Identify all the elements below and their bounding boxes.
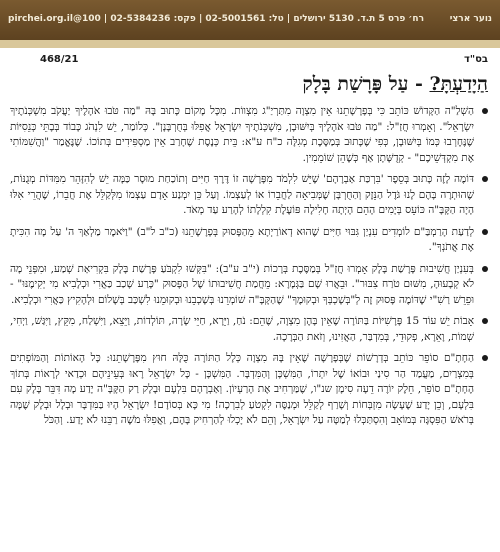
issue-number: 468/21 bbox=[40, 54, 79, 65]
title-question: הַיָדַעְתָּ? bbox=[429, 73, 488, 95]
section-text: הַחָתָ"ם סוֹפֵר כּוֹתֵב בְּדְרָשׁוֹת שֶׁבְּפָרָשָׁה שֶׁאֵין בָּהּ מִצְוָה כְּלָל הַתּוֹרָה כֻּלָּהּ חוּץ מִפָּרָשָׁתֵנוּ: כָּל הָאוֹתוֹת וְהַמּוֹפְתִים בְּמִצְרַיִם, מַעֲמַד הַר סִינַי וּבוֹאוֹ שֶׁל יִתְרוֹ, הַמִּשְׁכָּן וְהַמִּדְבָּר. הַמִּשְׁכָּן - כָּל יִשְׂרָאֵל רָאוּ בְּעֵינֵיהֶם וּכְדַאי לְרָאוֹת בְּתוֹךְ הֶחָתָ"ם סוֹפֵר, חֵלֶק יוֹרֶה דֵעָה סִימָן שנ"ו, שֶׁמַּרְחִיב אֶת הָרַעְיוֹן. וְאַבְרָהָם בִּלְעָם וּבָלָק רַק הַקָּבָּ"ה יָדַע מָה דִּבֵּר בָּלָק עִם בִּלְעָם, וְכֵן יָדַע שֶׁעָשָׂה מִזְבְּחוֹת וְשָׁרַף לְקַלֵּל וּמְנַסֶּה לִקְטֹעַ לְבִרְכָה! מִי כָּא בְּסוֹדָם! יִשְׂרָאֵל הָיוּ בַּמִּדְבָּר וּבְלָל וּבְלָק שֶׁמָּה בְּרֹאשׁ הַפִּסְגָּה בְּמוֹאָב וְהִסְתַּכְּלוּ לְמַטָּה עַל יִשְׂרָאֵל, וְהֵם לֹא יָכְלוּ לְהַרְחִיק בָּהֶם, וַאֲפִלּוּ מֹשֶׁה רַבֵּנוּ לֹא יָדַע. וְהַכֹּל bbox=[10, 352, 474, 426]
section-text: דּוֹמֶה לָזֶה כָּתוּב בְּסֵפֶר 'בִּרְכַּת אַבְרָהָם' שֶׁיֵּשׁ לִלְמֹד מִפָּרָשָׁה זוֹ דֶּרֶךְ חַיִּים וְתוֹכַחַת מוּסָר כַּמָּה יֵשׁ לְהִזָּהֵר מִמִּדּוֹת מְגֻנּוֹת, שֶׁהוּתְרָה בָּהֶם לָנוּ גֹּדֶל הַנֵּזֶק וְהַחֻרְבָּן שֶׁמְּבִיאָה לַחֲבֵרוֹ אוֹ לְעַצְמוֹ. וְעַל כֵּן יִמְנַע אָדָם עַצְמוֹ מִלְּקַלֵּל אֶת חֲבֵרוֹ, שֶׁהֲרֵי אִלּוּ הָיָה הַקָּבָּ"ה כּוֹעֵס בְּיָמִים הָהֵם הָיְתָה חָלִילָה פּוֹעֶלֶת קִלְלָתוֹ לְהָרַע עַד מְאֹד. bbox=[10, 173, 474, 216]
bullet-icon bbox=[482, 108, 488, 114]
section-6 bbox=[10, 351, 488, 429]
section-text: אָבוֹת יֵשׁ עוֹד 15 פָּרָשִׁיּוֹת בַּתּוֹרָה שֶׁאֵין בָּהֶן מִצְוָה, שֶׁהֵם: נֹחַ, וַיֵּרָא, חַיֵּי שָׂרָה, תּוֹלְדוֹת, וַיֵּצֵא, וַיִּשְׁלַח, מִקֵּץ, וַיִּגַּשׁ, וַיְחִי, שְׁמוֹת, וָאֵרָא, פְקוּדֵי, בְּמִדְבַּר, הַאֲזִינוּ, וְזֹאת הַבְּרָכָה. bbox=[10, 315, 474, 343]
meta-row bbox=[0, 54, 500, 70]
section-3 bbox=[10, 225, 488, 256]
header-divider bbox=[0, 40, 500, 48]
contact-line: רח׳ פרס 5 ת.ד. 5130 ירושלים | טל: 02-5001561 | פקס: 02-5384236 | 100@pirchei.org.il bbox=[8, 14, 425, 24]
bullet-icon bbox=[482, 266, 488, 272]
section-text: בְּעִנְיַן חֲשִׁיבוּת פָּרָשַׁת בָּלָק אָמְרוּ חֲזַ"ל בְּמַסֶּכֶת בְּרָכוֹת (י"ב ע"ב): "בִּקְּשׁוּ לִקְבֹּעַ פָּרָשַׁת בָּלָק בִּקְרִיאַת שְׁמַע, וּמִפְּנֵי מָה לֹא קְבָעוּהָ, מִשּׁוּם טֹרַח צִבּוּר". וּבֵאֲרוּ שָׁם בַּגְּמָרָא: מֵחֲמַת חֲשִׁיבוּתוֹ שֶׁל הַפָּסוּק "כָּרַע שָׁכַב כַּאֲרִי וּכְלָבִיא מִי יְקִימֶנּוּ" - וּפֵרֵשׁ רַשִׁ"י שֶׁדּוֹמֶה פָּסוּק זֶה לְ"בְּשָׁכְבְּךָ וּבְקוּמֶךָ" שֶׁהַקָּבָּ"ה שׁוֹמְרֵנוּ בְּשָׁכְבֵנוּ וּבְקוּמֵנוּ לִשְׁכַּב בְּשָׁלוֹם וּלְהָקִיץ כַּאֲרִי וּכְלָבִיא. bbox=[10, 262, 474, 306]
besd-mark: בס"ד bbox=[464, 54, 488, 65]
title-subtitle: - עַל פָּרָשַׁת בָּלָק bbox=[302, 73, 423, 95]
org-name: נוער ארצי bbox=[449, 14, 492, 24]
page-title bbox=[12, 72, 488, 96]
section-1 bbox=[10, 104, 488, 166]
section-text: לְדַעַת הָרַמְבַּ"ם לוֹמְדִים עִנְיַן גִּבּוּי חַיִּים שֶׁהוּא דְאוֹרַיְתָא מֵהַפָּסוּק בְּפָרָשָׁתֵנוּ (כ"ב ל"ב) "וַיֹּאמֶר מַלְאַךְ ה' עַל מָה הִכִּיתָ אֶת אֲתֹנְךָ". bbox=[10, 225, 474, 253]
section-4 bbox=[10, 262, 488, 309]
bullet-icon bbox=[482, 229, 488, 235]
header-bar bbox=[0, 0, 500, 40]
content-sections bbox=[10, 104, 488, 435]
bullet-icon bbox=[482, 318, 488, 324]
section-2 bbox=[10, 172, 488, 219]
section-text: הַשְׁלַ"ה הַקָּדוֹשׁ כּוֹתֵב כִּי בְּפָרָשָׁתֵנוּ אֵין מִצְוָה מִתַּרְיַ"ג מִצְווֹת. מִכָּל מָקוֹם כָּתוּב בָּהּ "מַה טֹּבוּ אֹהָלֶיךָ יַעֲקֹב מִשְׁכְּנֹתֶיךָ יִשְׂרָאֵל". וְאָמְרוּ חֲזַ"ל: "מַה טֹּבוּ אֹהָלֶיךָ בְּיִשּׁוּבָן, מִשְׁכְּנֹתֶיךָ יִשְׂרָאֵל אֲפִלּוּ בְּחֻרְבָּנָן". כְּלוֹמַר, יֵשׁ לִנְהֹג כָּבוֹד בְּבָתֵּי כְּנֵסִיּוֹת שֶׁנֶּחֶרְבוּ כְּמוֹ בְּיִשּׁוּבָן, כְּפִי שֶׁכָּתוּב בְּמַסֶּכֶת מְגִלָּה כ"ח ע"א: בֵּית כְּנֶסֶת שֶׁחָרַב אֵין מַסְפִּידִים בְּתוֹכוֹ. שֶׁנֶּאֱמַר "וַהֲשִׁמּוֹתִי אֶת מִקְדְּשֵׁיכֶם" - קְדֻשָּׁתָן אַף כְּשֶׁהֵן שׁוֹמֵמִין. bbox=[10, 105, 474, 164]
bullet-icon bbox=[482, 176, 488, 182]
section-5 bbox=[10, 314, 488, 345]
bullet-icon bbox=[482, 355, 488, 361]
